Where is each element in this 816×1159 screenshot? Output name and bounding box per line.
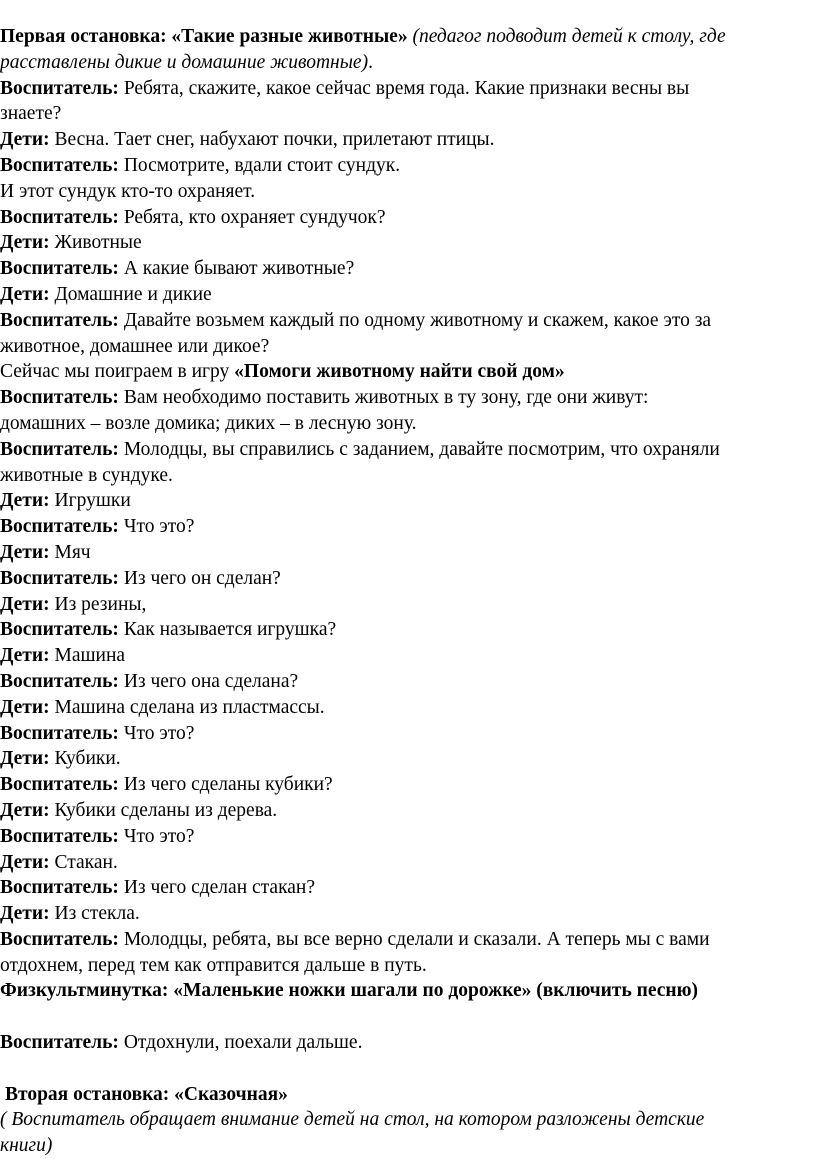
speaker-teacher: Воспитатель: [0,154,119,176]
stop1-note-2: расставлены дикие и домашние животные) [0,51,369,73]
dialog-text: Давайте возьмем каждый по одному животному и скажем, какое это за [118,309,712,331]
dialog-line [0,798,816,824]
speaker-children: Дети: [0,593,50,615]
dialog-line-cont [0,179,816,205]
stop2-note-line-cont [0,1133,816,1159]
dialog-line [0,617,816,643]
dialog-text: Кубики. [49,748,121,770]
dialog-line [0,488,816,514]
dialog-text: Из резины, [49,593,147,615]
speaker-children: Дети: [0,851,50,873]
dialog-line [0,514,816,540]
speaker-teacher: Воспитатель: [0,438,119,460]
dialog-line [0,695,816,721]
speaker-children: Дети: [0,129,50,151]
speaker-teacher: Воспитатель: [0,258,119,280]
dialog-line-cont [0,101,816,127]
speaker-teacher: Воспитатель: [0,928,119,950]
dialog-text: Домашние и дикие [49,283,212,305]
dialog-text: Весна. Тает снег, набухают почки, прилетают птицы. [49,129,495,151]
stop1-heading [0,24,816,50]
dialog-line [0,385,816,411]
speaker-teacher: Воспитатель: [0,567,119,589]
dialog-text: Из чего она сделана? [118,670,299,692]
speaker-children: Дети: [0,799,50,821]
dialog-text: Из чего сделаны кубики? [118,774,333,796]
dialog-text: Молодцы, вы справились с заданием, давайте посмотрим, что охраняли [118,438,720,460]
document-page [0,24,816,1159]
dialog-text: знаете? [0,103,62,125]
dialog-text: Молодцы, ребята, вы все верно сделали и сказали. А теперь мы с вами [118,928,710,950]
speaker-children: Дети: [0,541,50,563]
speaker-teacher: Воспитатель: [0,774,119,796]
speaker-teacher: Воспитатель: [0,77,119,99]
dialog-line [0,308,816,334]
speaker-children: Дети: [0,903,50,925]
dialog-line [0,669,816,695]
dialog-line [0,153,816,179]
dialog-line [0,721,816,747]
dialog-text: Посмотрите, вдали стоит сундук. [118,154,401,176]
stop1-title: Первая остановка: «Такие разные животные» [0,26,408,47]
dialog-text: отдохнем, перед тем как отправится дальше в путь. [0,954,427,976]
stop2-note-2: книги) [0,1135,53,1157]
speaker-teacher: Воспитатель: [0,1032,119,1054]
dialog-line [0,76,816,102]
dialog-line [0,643,816,669]
speaker-teacher: Воспитатель: [0,722,119,744]
dialog-line [0,1030,816,1056]
speaker-teacher: Воспитатель: [0,516,119,538]
speaker-children: Дети: [0,232,50,254]
dialog-line [0,127,816,153]
speaker-teacher: Воспитатель: [0,309,119,331]
dialog-text: Отдохнули, поехали дальше. [118,1032,363,1054]
dialog-text: Стакан. [49,851,118,873]
dialog-text: Что это? [118,722,195,744]
dialog-text: Что это? [118,516,195,538]
dialog-line [0,205,816,231]
dialog-line [0,230,816,256]
dialog-text: домашних – возле домика; диких – в лесную зону. [0,412,417,434]
speaker-children: Дети: [0,645,50,667]
speaker-children: Дети: [0,748,50,770]
dialog-text: А какие бывают животные? [118,258,355,280]
speaker-teacher: Воспитатель: [0,670,119,692]
stop1-heading-cont [0,50,816,76]
dialog-text: Из чего он сделан? [118,567,281,589]
dialog-text: Из чего сделан стакан? [118,877,315,899]
blank-line [0,1004,816,1030]
speaker-teacher: Воспитатель: [0,877,119,899]
stop1-note-end: . [368,51,373,73]
dialog-line-cont [0,463,816,489]
game-intro-text: Сейчас мы поиграем в игру [0,361,235,383]
dialog-text: Машина сделана из пластмассы. [49,696,325,718]
dialog-line [0,282,816,308]
dialog-text: Как называется игрушка? [118,619,337,641]
physical-break-heading [0,978,816,1004]
dialog-line [0,566,816,592]
dialog-text: И этот сундук кто-то охраняет. [0,180,256,202]
speaker-children: Дети: [0,283,50,305]
dialog-text: Ребята, кто охраняет сундучок? [118,206,386,228]
dialog-line-cont [0,334,816,360]
stop2-heading [0,1082,816,1108]
speaker-teacher: Воспитатель: [0,387,119,409]
dialog-text: Мяч [49,541,91,563]
dialog-line-cont [0,953,816,979]
dialog-text: животные в сундуке. [0,464,173,486]
dialog-text: Ребята, скажите, какое сейчас время года. Какие признаки весны вы [118,77,690,99]
dialog-line [0,256,816,282]
dialog-text: Машина [49,645,126,667]
dialog-line [0,875,816,901]
dialog-line [0,824,816,850]
speaker-teacher: Воспитатель: [0,825,119,847]
dialog-line [0,772,816,798]
stop2-note-1: ( Воспитатель обращает внимание детей на стол, на котором разложены детские [0,1109,705,1131]
dialog-text: Из стекла. [49,903,140,925]
physical-break-text: Физкультминутка: «Маленькие ножки шагали по дорожке» (включить песню) [0,980,699,1002]
blank-line [0,1056,816,1082]
dialog-text: Что это? [118,825,195,847]
dialog-text: Животные [49,232,142,254]
game-intro-line [0,359,816,385]
dialog-text: Вам необходимо поставить животных в ту зону, где они живут: [118,387,649,409]
stop2-note-line [0,1107,816,1133]
dialog-line [0,437,816,463]
speaker-children: Дети: [0,490,50,512]
stop2-title: Вторая остановка: «Сказочная» [5,1083,288,1105]
stop1-note-1: (педагог подводит детей к столу, где [407,26,726,47]
dialog-line-cont [0,411,816,437]
dialog-text: Игрушки [49,490,131,512]
speaker-children: Дети: [0,696,50,718]
game-name: «Помоги животному найти свой дом» [234,361,565,383]
speaker-teacher: Воспитатель: [0,619,119,641]
dialog-line [0,592,816,618]
speaker-teacher: Воспитатель: [0,206,119,228]
dialog-line [0,850,816,876]
dialog-line [0,540,816,566]
dialog-text: Кубики сделаны из дерева. [49,799,278,821]
dialog-line [0,746,816,772]
dialog-line [0,927,816,953]
dialog-line [0,901,816,927]
dialog-text: животное, домашнее или дикое? [0,335,270,357]
